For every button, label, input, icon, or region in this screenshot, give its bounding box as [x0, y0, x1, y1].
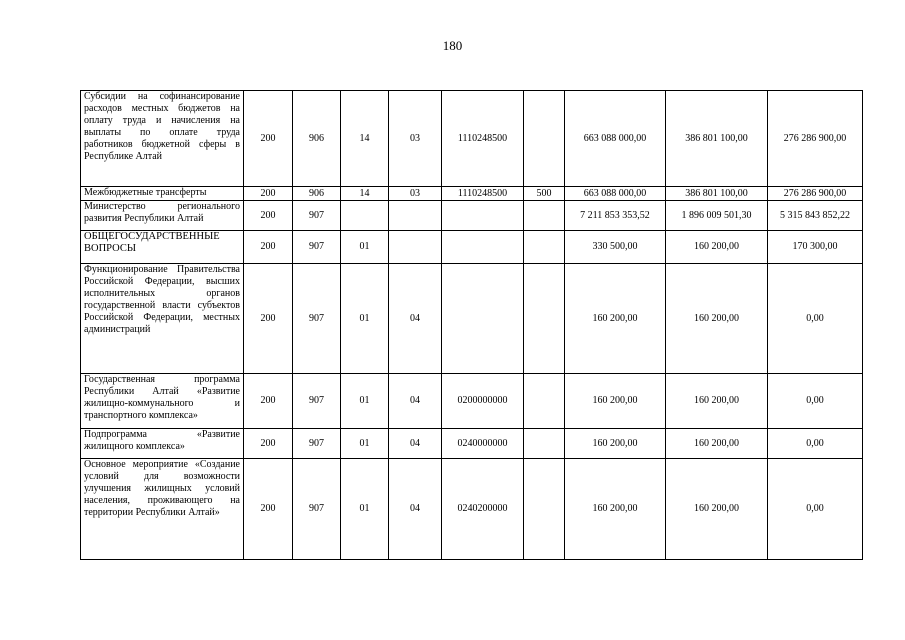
ministry-code: 200 [244, 459, 293, 560]
target-article-code: 0200000000 [442, 374, 524, 429]
amount-year-3: 0,00 [768, 374, 863, 429]
amount-year-3: 276 286 900,00 [768, 91, 863, 187]
amount-year-2: 160 200,00 [666, 231, 768, 264]
subsection-code [389, 201, 442, 231]
table-row [81, 91, 863, 187]
department-code: 907 [293, 459, 341, 560]
amount-year-3: 0,00 [768, 459, 863, 560]
ministry-code: 200 [244, 187, 293, 201]
section-code: 01 [341, 264, 389, 374]
subsection-code: 03 [389, 91, 442, 187]
subsection-code: 04 [389, 429, 442, 459]
row-name: Государственная программа Республики Алтай «Развитие жилищно-коммунального и транспортного комплекса» [81, 374, 244, 429]
amount-year-2: 1 896 009 501,30 [666, 201, 768, 231]
department-code: 907 [293, 264, 341, 374]
amount-total: 330 500,00 [565, 231, 666, 264]
subsection-code: 04 [389, 459, 442, 560]
target-article-code [442, 264, 524, 374]
table-row [81, 187, 863, 201]
row-name: Субсидии на софинансирование расходов местных бюджетов на оплату труда и начисления на выплаты по оплате труда работников бюджетной сферы в Республике Алтай [81, 91, 244, 187]
table-row [81, 429, 863, 459]
amount-year-2: 386 801 100,00 [666, 187, 768, 201]
budget-table [80, 90, 863, 560]
subsection-code: 03 [389, 187, 442, 201]
expense-type-code [524, 459, 565, 560]
expense-type-code: 500 [524, 187, 565, 201]
ministry-code: 200 [244, 429, 293, 459]
section-code: 01 [341, 459, 389, 560]
amount-total: 160 200,00 [565, 429, 666, 459]
amount-year-3: 0,00 [768, 429, 863, 459]
table-row [81, 374, 863, 429]
row-name: Основное мероприятие «Создание условий для возможности улучшения жилищных условий населения, проживающего на территории Республики Алтай» [81, 459, 244, 560]
expense-type-code [524, 429, 565, 459]
section-code: 01 [341, 374, 389, 429]
target-article-code: 1110248500 [442, 91, 524, 187]
subsection-code [389, 231, 442, 264]
amount-year-2: 386 801 100,00 [666, 91, 768, 187]
table-row [81, 231, 863, 264]
section-code: 01 [341, 231, 389, 264]
target-article-code [442, 201, 524, 231]
ministry-code: 200 [244, 201, 293, 231]
target-article-code: 1110248500 [442, 187, 524, 201]
amount-total: 663 088 000,00 [565, 91, 666, 187]
subsection-code: 04 [389, 264, 442, 374]
department-code: 907 [293, 374, 341, 429]
department-code: 906 [293, 91, 341, 187]
expense-type-code [524, 201, 565, 231]
amount-year-3: 276 286 900,00 [768, 187, 863, 201]
expense-type-code [524, 231, 565, 264]
amount-total: 160 200,00 [565, 374, 666, 429]
section-code: 01 [341, 429, 389, 459]
row-name: ОБЩЕГОСУДАРСТВЕННЫЕ ВОПРОСЫ [81, 231, 244, 264]
section-code: 14 [341, 187, 389, 201]
department-code: 907 [293, 201, 341, 231]
row-name: Межбюджетные трансферты [81, 187, 244, 201]
row-name: Министерство регионального развития Республики Алтай [81, 201, 244, 231]
section-code: 14 [341, 91, 389, 187]
amount-total: 7 211 853 353,52 [565, 201, 666, 231]
row-name: Функционирование Правительства Российской Федерации, высших исполнительных органов государственной власти субъектов Российской Федерации, местных администраций [81, 264, 244, 374]
amount-year-3: 5 315 843 852,22 [768, 201, 863, 231]
table-row [81, 459, 863, 560]
amount-year-2: 160 200,00 [666, 459, 768, 560]
department-code: 906 [293, 187, 341, 201]
amount-total: 160 200,00 [565, 459, 666, 560]
expense-type-code [524, 264, 565, 374]
table-row [81, 264, 863, 374]
ministry-code: 200 [244, 231, 293, 264]
amount-total: 160 200,00 [565, 264, 666, 374]
expense-type-code [524, 91, 565, 187]
amount-year-2: 160 200,00 [666, 264, 768, 374]
table-row [81, 201, 863, 231]
ministry-code: 200 [244, 91, 293, 187]
target-article-code [442, 231, 524, 264]
target-article-code: 0240200000 [442, 459, 524, 560]
page-number: 180 [442, 38, 463, 53]
amount-year-3: 0,00 [768, 264, 863, 374]
ministry-code: 200 [244, 374, 293, 429]
amount-total: 663 088 000,00 [565, 187, 666, 201]
row-name: Подпрограмма «Развитие жилищного комплекса» [81, 429, 244, 459]
department-code: 907 [293, 429, 341, 459]
department-code: 907 [293, 231, 341, 264]
target-article-code: 0240000000 [442, 429, 524, 459]
section-code [341, 201, 389, 231]
ministry-code: 200 [244, 264, 293, 374]
subsection-code: 04 [389, 374, 442, 429]
expense-type-code [524, 374, 565, 429]
amount-year-3: 170 300,00 [768, 231, 863, 264]
amount-year-2: 160 200,00 [666, 429, 768, 459]
amount-year-2: 160 200,00 [666, 374, 768, 429]
